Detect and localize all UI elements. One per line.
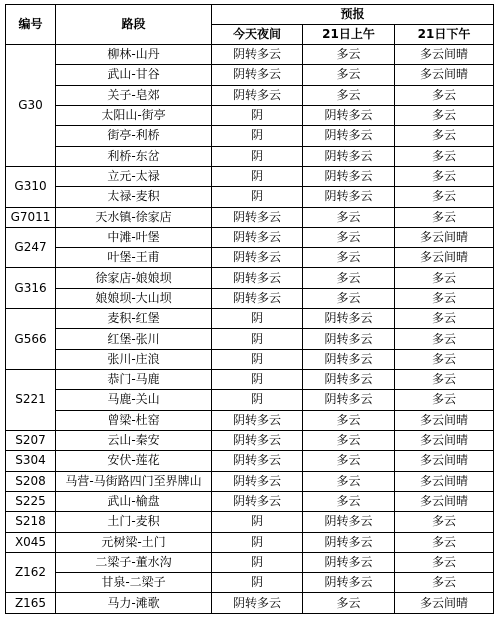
pm-cell: 多云 bbox=[395, 573, 494, 593]
am-cell: 多云 bbox=[303, 85, 395, 105]
road-code-cell: G30 bbox=[6, 45, 56, 167]
segment-cell: 云山-秦安 bbox=[56, 430, 212, 450]
table-row bbox=[6, 410, 494, 430]
pm-cell: 多云 bbox=[395, 207, 494, 227]
segment-cell: 安伏-莲花 bbox=[56, 451, 212, 471]
tonight-cell: 阴 bbox=[212, 166, 303, 186]
tonight-cell: 阴转多云 bbox=[212, 65, 303, 85]
table-row bbox=[6, 207, 494, 227]
header-forecast: 预报 bbox=[212, 5, 494, 25]
pm-cell: 多云间晴 bbox=[395, 410, 494, 430]
tonight-cell: 阴转多云 bbox=[212, 248, 303, 268]
am-cell: 阴转多云 bbox=[303, 329, 395, 349]
road-code-cell: S207 bbox=[6, 430, 56, 450]
table-row bbox=[6, 248, 494, 268]
segment-cell: 中滩-叶堡 bbox=[56, 227, 212, 247]
road-code-cell: G7011 bbox=[6, 207, 56, 227]
segment-cell: 太阳山-街亭 bbox=[56, 105, 212, 125]
am-cell: 阴转多云 bbox=[303, 512, 395, 532]
tonight-cell: 阴 bbox=[212, 532, 303, 552]
pm-cell: 多云 bbox=[395, 166, 494, 186]
pm-cell: 多云 bbox=[395, 390, 494, 410]
road-code-cell: X045 bbox=[6, 532, 56, 552]
segment-cell: 利桥-东岔 bbox=[56, 146, 212, 166]
segment-cell: 武山-榆盘 bbox=[56, 491, 212, 511]
am-cell: 阴转多云 bbox=[303, 105, 395, 125]
pm-cell: 多云 bbox=[395, 146, 494, 166]
am-cell: 多云 bbox=[303, 593, 395, 614]
road-weather-forecast-table bbox=[5, 4, 494, 614]
pm-cell: 多云间晴 bbox=[395, 451, 494, 471]
segment-cell: 二梁子-董水沟 bbox=[56, 552, 212, 572]
pm-cell: 多云间晴 bbox=[395, 65, 494, 85]
tonight-cell: 阴转多云 bbox=[212, 593, 303, 614]
pm-cell: 多云间晴 bbox=[395, 491, 494, 511]
pm-cell: 多云 bbox=[395, 532, 494, 552]
segment-cell: 甘泉-二梁子 bbox=[56, 573, 212, 593]
header-tonight: 今天夜间 bbox=[212, 25, 303, 45]
table-row bbox=[6, 593, 494, 614]
pm-cell: 多云 bbox=[395, 370, 494, 390]
road-code-cell: S221 bbox=[6, 370, 56, 431]
tonight-cell: 阴转多云 bbox=[212, 45, 303, 65]
segment-cell: 马力-滩歌 bbox=[56, 593, 212, 614]
tonight-cell: 阴转多云 bbox=[212, 471, 303, 491]
tonight-cell: 阴转多云 bbox=[212, 491, 303, 511]
am-cell: 阴转多云 bbox=[303, 166, 395, 186]
tonight-cell: 阴转多云 bbox=[212, 288, 303, 308]
tonight-cell: 阴 bbox=[212, 309, 303, 329]
pm-cell: 多云间晴 bbox=[395, 248, 494, 268]
table-row bbox=[6, 288, 494, 308]
tonight-cell: 阴 bbox=[212, 105, 303, 125]
table-row bbox=[6, 309, 494, 329]
road-code-cell: G247 bbox=[6, 227, 56, 268]
table-row bbox=[6, 85, 494, 105]
pm-cell: 多云间晴 bbox=[395, 227, 494, 247]
tonight-cell: 阴 bbox=[212, 126, 303, 146]
road-code-cell: G566 bbox=[6, 309, 56, 370]
segment-cell: 麦积-红堡 bbox=[56, 309, 212, 329]
pm-cell: 多云 bbox=[395, 105, 494, 125]
pm-cell: 多云 bbox=[395, 268, 494, 288]
tonight-cell: 阴 bbox=[212, 573, 303, 593]
pm-cell: 多云间晴 bbox=[395, 593, 494, 614]
road-code-cell: G316 bbox=[6, 268, 56, 309]
pm-cell: 多云 bbox=[395, 329, 494, 349]
am-cell: 阴转多云 bbox=[303, 370, 395, 390]
table-row bbox=[6, 370, 494, 390]
tonight-cell: 阴 bbox=[212, 349, 303, 369]
table-row bbox=[6, 532, 494, 552]
am-cell: 多云 bbox=[303, 451, 395, 471]
am-cell: 多云 bbox=[303, 410, 395, 430]
table-row bbox=[6, 105, 494, 125]
road-code-cell: G310 bbox=[6, 166, 56, 207]
table-row bbox=[6, 268, 494, 288]
table-row bbox=[6, 471, 494, 491]
table-row bbox=[6, 512, 494, 532]
am-cell: 多云 bbox=[303, 430, 395, 450]
segment-cell: 立元-太禄 bbox=[56, 166, 212, 186]
segment-cell: 叶堡-王甫 bbox=[56, 248, 212, 268]
road-code-cell: Z162 bbox=[6, 552, 56, 593]
tonight-cell: 阴转多云 bbox=[212, 451, 303, 471]
road-code-cell: Z165 bbox=[6, 593, 56, 614]
table-row bbox=[6, 126, 494, 146]
am-cell: 多云 bbox=[303, 227, 395, 247]
am-cell: 多云 bbox=[303, 45, 395, 65]
am-cell: 阴转多云 bbox=[303, 573, 395, 593]
tonight-cell: 阴转多云 bbox=[212, 430, 303, 450]
pm-cell: 多云间晴 bbox=[395, 471, 494, 491]
table-row bbox=[6, 430, 494, 450]
header-pm: 21日下午 bbox=[395, 25, 494, 45]
am-cell: 多云 bbox=[303, 248, 395, 268]
segment-cell: 柳林-山丹 bbox=[56, 45, 212, 65]
table-row bbox=[6, 329, 494, 349]
tonight-cell: 阴转多云 bbox=[212, 268, 303, 288]
tonight-cell: 阴转多云 bbox=[212, 227, 303, 247]
table-row bbox=[6, 573, 494, 593]
pm-cell: 多云 bbox=[395, 126, 494, 146]
pm-cell: 多云 bbox=[395, 309, 494, 329]
tonight-cell: 阴 bbox=[212, 329, 303, 349]
tonight-cell: 阴转多云 bbox=[212, 410, 303, 430]
tonight-cell: 阴 bbox=[212, 512, 303, 532]
table-row bbox=[6, 146, 494, 166]
am-cell: 阴转多云 bbox=[303, 349, 395, 369]
tonight-cell: 阴 bbox=[212, 390, 303, 410]
am-cell: 多云 bbox=[303, 288, 395, 308]
segment-cell: 天水镇-徐家店 bbox=[56, 207, 212, 227]
table-row bbox=[6, 552, 494, 572]
segment-cell: 曾梁-杜窑 bbox=[56, 410, 212, 430]
am-cell: 多云 bbox=[303, 268, 395, 288]
tonight-cell: 阴转多云 bbox=[212, 207, 303, 227]
pm-cell: 多云 bbox=[395, 552, 494, 572]
am-cell: 阴转多云 bbox=[303, 532, 395, 552]
segment-cell: 红堡-张川 bbox=[56, 329, 212, 349]
segment-cell: 武山-甘谷 bbox=[56, 65, 212, 85]
pm-cell: 多云 bbox=[395, 288, 494, 308]
table-row bbox=[6, 451, 494, 471]
segment-cell: 关子-皂郊 bbox=[56, 85, 212, 105]
segment-cell: 恭门-马鹿 bbox=[56, 370, 212, 390]
am-cell: 多云 bbox=[303, 65, 395, 85]
am-cell: 多云 bbox=[303, 471, 395, 491]
table-row bbox=[6, 491, 494, 511]
segment-cell: 太禄-麦积 bbox=[56, 187, 212, 207]
table-row bbox=[6, 187, 494, 207]
am-cell: 阴转多云 bbox=[303, 126, 395, 146]
am-cell: 阴转多云 bbox=[303, 552, 395, 572]
pm-cell: 多云 bbox=[395, 349, 494, 369]
segment-cell: 徐家店-娘娘坝 bbox=[56, 268, 212, 288]
table-row bbox=[6, 166, 494, 186]
am-cell: 阴转多云 bbox=[303, 146, 395, 166]
am-cell: 多云 bbox=[303, 491, 395, 511]
road-code-cell: S208 bbox=[6, 471, 56, 491]
pm-cell: 多云 bbox=[395, 85, 494, 105]
tonight-cell: 阴 bbox=[212, 370, 303, 390]
segment-cell: 张川-庄浪 bbox=[56, 349, 212, 369]
header-code: 编号 bbox=[6, 5, 56, 45]
segment-cell: 街亭-利桥 bbox=[56, 126, 212, 146]
header-am: 21日上午 bbox=[303, 25, 395, 45]
table-body bbox=[6, 45, 494, 614]
segment-cell: 娘娘坝-大山坝 bbox=[56, 288, 212, 308]
road-code-cell: S304 bbox=[6, 451, 56, 471]
segment-cell: 马营-马街路四门至界牌山 bbox=[56, 471, 212, 491]
header-segment: 路段 bbox=[56, 5, 212, 45]
tonight-cell: 阴 bbox=[212, 187, 303, 207]
pm-cell: 多云 bbox=[395, 512, 494, 532]
table-row bbox=[6, 65, 494, 85]
segment-cell: 马鹿-关山 bbox=[56, 390, 212, 410]
table-row bbox=[6, 45, 494, 65]
pm-cell: 多云间晴 bbox=[395, 430, 494, 450]
table-row bbox=[6, 390, 494, 410]
table-header bbox=[6, 5, 494, 45]
tonight-cell: 阴 bbox=[212, 146, 303, 166]
tonight-cell: 阴转多云 bbox=[212, 85, 303, 105]
segment-cell: 土门-麦积 bbox=[56, 512, 212, 532]
tonight-cell: 阴 bbox=[212, 552, 303, 572]
road-code-cell: S218 bbox=[6, 512, 56, 532]
table-row bbox=[6, 349, 494, 369]
am-cell: 阴转多云 bbox=[303, 390, 395, 410]
road-code-cell: S225 bbox=[6, 491, 56, 511]
pm-cell: 多云间晴 bbox=[395, 45, 494, 65]
pm-cell: 多云 bbox=[395, 187, 494, 207]
table-row bbox=[6, 227, 494, 247]
am-cell: 多云 bbox=[303, 207, 395, 227]
am-cell: 阴转多云 bbox=[303, 187, 395, 207]
am-cell: 阴转多云 bbox=[303, 309, 395, 329]
segment-cell: 元树梁-土门 bbox=[56, 532, 212, 552]
